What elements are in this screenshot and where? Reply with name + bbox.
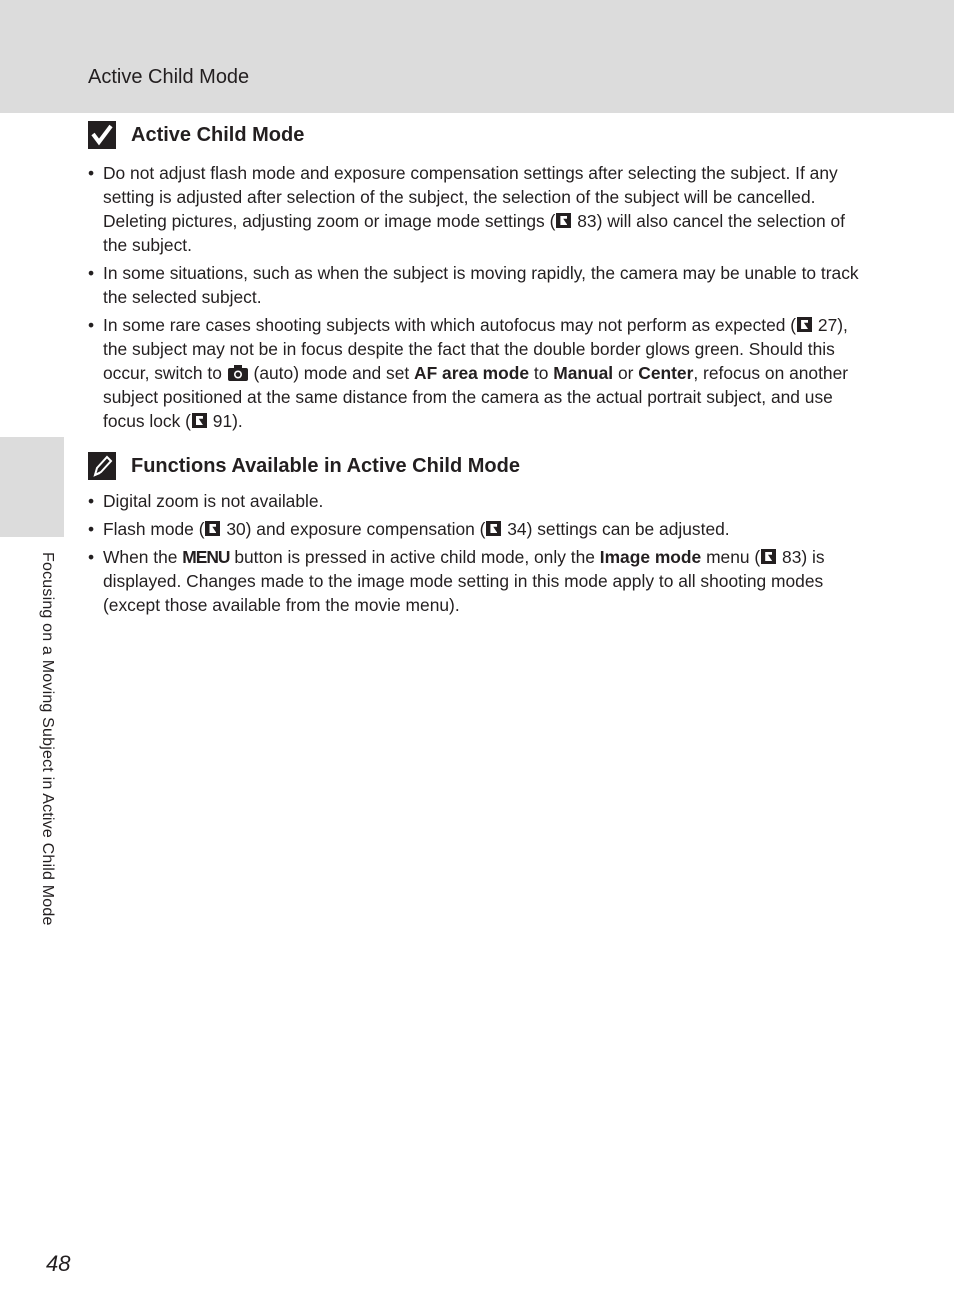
page-reference-icon	[797, 317, 812, 332]
list-item: • In some situations, such as when the subject is moving rapidly, the camera may be unable to track the selected subject.	[88, 261, 868, 309]
page-reference-icon	[761, 549, 776, 564]
note-heading-text: Functions Available in Active Child Mode	[131, 454, 520, 477]
list-item: • Digital zoom is not available.	[88, 489, 868, 513]
list-item: • When the MENU button is pressed in active child mode, only the Image mode menu ( 83) is displayed. Changes made to the image mode setting in this mode apply to all shooting modes (except those available from the movie menu).	[88, 545, 868, 617]
check-mark-icon	[88, 121, 116, 149]
page-reference-icon	[486, 521, 501, 536]
list-item: • In some rare cases shooting subjects with which autofocus may not perform as expected ( 27), the subject may not be in focus despite the fact that the double border glows green. Should this occur, switch to (auto) mode and set AF area mode to Manual or Center, refocus on another subject positioned at the same distance from the camera as the actual portrait subject, and use focus lock ( 91).	[88, 313, 868, 433]
page-reference-icon	[192, 413, 207, 428]
caution-heading-text: Active Child Mode	[131, 123, 305, 146]
menu-button-icon: MENU	[182, 547, 230, 567]
list-item: • Do not adjust flash mode and exposure compensation settings after selecting the subject. If any setting is adjusted after selection of the subject, the selection of the subject will be cancelled. Deleting pictures, adjusting zoom or image mode settings ( 83) will also cancel the selection of the subject.	[88, 161, 868, 257]
chapter-tab	[0, 437, 64, 537]
caution-heading	[88, 121, 304, 149]
pencil-note-icon	[88, 452, 116, 480]
camera-auto-mode-icon	[228, 365, 248, 381]
note-list	[88, 489, 868, 621]
page-reference-icon	[205, 521, 220, 536]
chapter-side-text: Focusing on a Moving Subject in Active Child Mode	[39, 552, 56, 926]
page-header-title: Active Child Mode	[88, 66, 250, 88]
note-heading	[88, 452, 520, 480]
page-reference-icon	[556, 213, 571, 228]
list-item: • Flash mode ( 30) and exposure compensation ( 34) settings can be adjusted.	[88, 517, 868, 541]
header-band	[0, 0, 954, 113]
page-number: 48	[46, 1251, 71, 1276]
caution-list	[88, 161, 868, 437]
